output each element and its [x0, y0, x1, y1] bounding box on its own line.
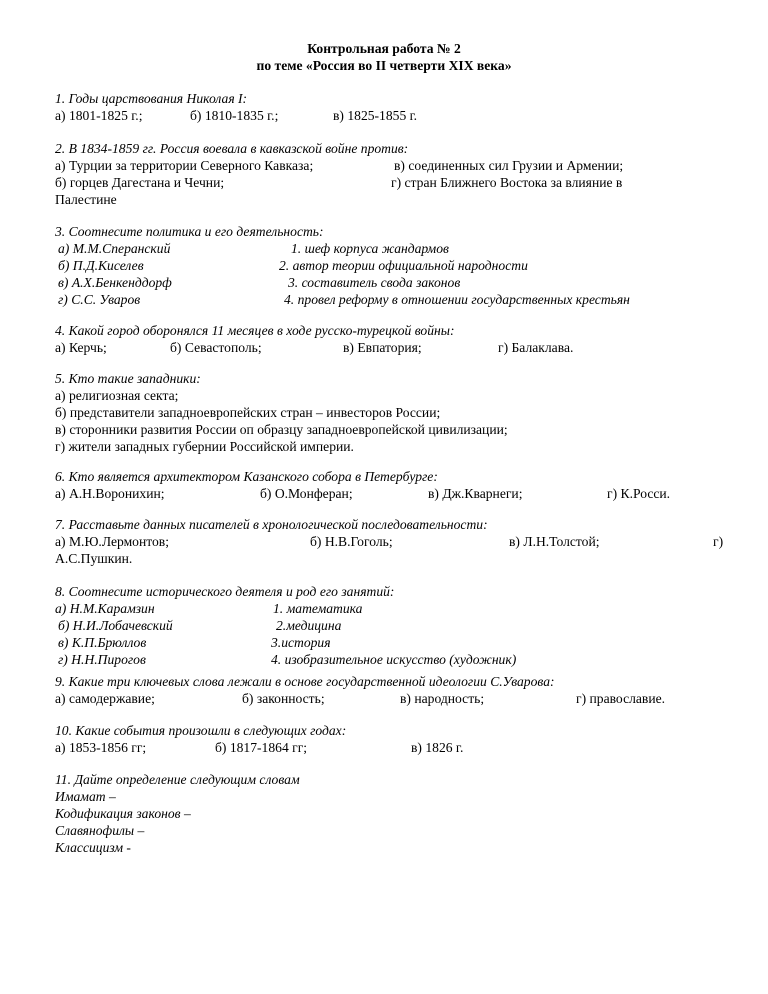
question-8-left-c: в) К.П.Брюллов: [58, 635, 147, 650]
question-8-left-d: г) Н.Н.Пирогов: [58, 652, 146, 667]
question-5-option-a: а) религиозная секта;: [55, 388, 179, 403]
question-10-option-c: в) 1826 г.: [411, 740, 464, 755]
question-4-option-b: б) Севастополь;: [170, 340, 262, 355]
question-2-option-b: б) горцев Дагестана и Чечни;: [55, 175, 225, 190]
question-11-text: 11. Дайте определение следующим словам: [55, 772, 300, 787]
document-title: Контрольная работа № 2: [307, 41, 461, 56]
question-3-right-3: 3. составитель свода законов: [288, 275, 461, 290]
question-8-right-4: 4. изобразительное искусство (художник): [271, 652, 517, 667]
question-11-term-2: Кодификация законов –: [55, 806, 191, 821]
question-7-text: 7. Расставьте данных писателей в хронологической последовательности:: [55, 517, 488, 532]
question-8-right-1: 1. математика: [273, 601, 363, 616]
question-10-option-b: б) 1817-1864 гг;: [215, 740, 308, 755]
question-8-left-a: а) Н.М.Карамзин: [55, 601, 155, 616]
question-2-text: 2. В 1834-1859 гг. Россия воевала в кавказской войне против:: [55, 141, 409, 156]
question-8-right-3: 3.история: [271, 635, 331, 650]
question-10-option-a: а) 1853-1856 гг;: [55, 740, 147, 755]
question-9-option-c: в) народность;: [400, 691, 485, 706]
question-6-option-a: а) А.Н.Воронихин;: [55, 486, 165, 501]
question-3-right-1: 1. шеф корпуса жандармов: [291, 241, 449, 256]
question-7-option-b: б) Н.В.Гоголь;: [310, 534, 393, 549]
question-9-option-d: г) православие.: [576, 691, 666, 706]
question-3-left-a: а) М.М.Сперанский: [58, 241, 171, 256]
question-5-text: 5. Кто такие западники:: [55, 371, 201, 386]
question-2-option-a: а) Турции за территории Северного Кавказа;: [55, 158, 314, 173]
question-1-option-b: б) 1810-1835 г.;: [190, 108, 279, 123]
question-5-option-d: г) жители западных губернии Российской империи.: [55, 439, 354, 454]
question-3-left-d: г) С.С. Уваров: [58, 292, 141, 307]
question-1-text: 1. Годы царствования Николая I:: [55, 91, 248, 106]
question-11-term-1: Имамат –: [55, 789, 116, 804]
question-8-left-b: б) Н.И.Лобачевский: [58, 618, 173, 633]
question-5-option-c: в) сторонники развития России оп образцу западноевропейской цивилизации;: [55, 422, 508, 437]
question-4-option-a: а) Керчь;: [55, 340, 107, 355]
question-5-option-b: б) представители западноевропейских стран – инвесторов России;: [55, 405, 441, 420]
question-11-term-3: Славянофилы –: [55, 823, 145, 838]
question-2-option-d: г) стран Ближнего Востока за влияние в: [391, 175, 623, 190]
question-1-option-a: а) 1801-1825 г.;: [55, 108, 143, 123]
question-7-option-d: г): [713, 534, 724, 549]
document-subtitle: по теме «Россия во II четверти XIX века»: [256, 58, 512, 73]
question-7-option-c: в) Л.Н.Толстой;: [509, 534, 600, 549]
question-2-option-c: в) соединенных сил Грузии и Армении;: [394, 158, 624, 173]
question-1-option-c: в) 1825-1855 г.: [333, 108, 418, 123]
question-4-option-d: г) Балаклава.: [498, 340, 574, 355]
question-3-right-2: 2. автор теории официальной народности: [279, 258, 528, 273]
question-4-option-c: в) Евпатория;: [343, 340, 422, 355]
question-9-option-b: б) законность;: [242, 691, 325, 706]
question-8-right-2: 2.медицина: [276, 618, 342, 633]
question-2-option-d-cont: Палестине: [55, 192, 117, 207]
question-6-option-d: г) К.Росси.: [607, 486, 671, 501]
question-6-text: 6. Кто является архитектором Казанского собора в Петербурге:: [55, 469, 438, 484]
question-8-text: 8. Соотнесите исторического деятеля и род его занятий:: [55, 584, 395, 599]
question-9-option-a: а) самодержавие;: [55, 691, 155, 706]
question-11-term-4: Классицизм -: [55, 840, 131, 855]
question-4-text: 4. Какой город оборонялся 11 месяцев в ходе русско-турецкой войны:: [55, 323, 455, 338]
question-3-left-b: б) П.Д.Киселев: [58, 258, 144, 273]
question-9-text: 9. Какие три ключевых слова лежали в основе государственной идеологии С.Уварова:: [55, 674, 555, 689]
question-3-right-4: 4. провел реформу в отношении государственных крестьян: [284, 292, 630, 307]
question-6-option-b: б) О.Монферан;: [260, 486, 353, 501]
question-10-text: 10. Какие события произошли в следующих годах:: [55, 723, 347, 738]
question-7-option-d-cont: А.С.Пушкин.: [55, 551, 133, 566]
question-7-option-a: а) М.Ю.Лермонтов;: [55, 534, 169, 549]
question-6-option-c: в) Дж.Кварнеги;: [428, 486, 523, 501]
question-3-text: 3. Соотнесите политика и его деятельность:: [55, 224, 324, 239]
question-3-left-c: в) А.Х.Бенкенддорф: [58, 275, 172, 290]
